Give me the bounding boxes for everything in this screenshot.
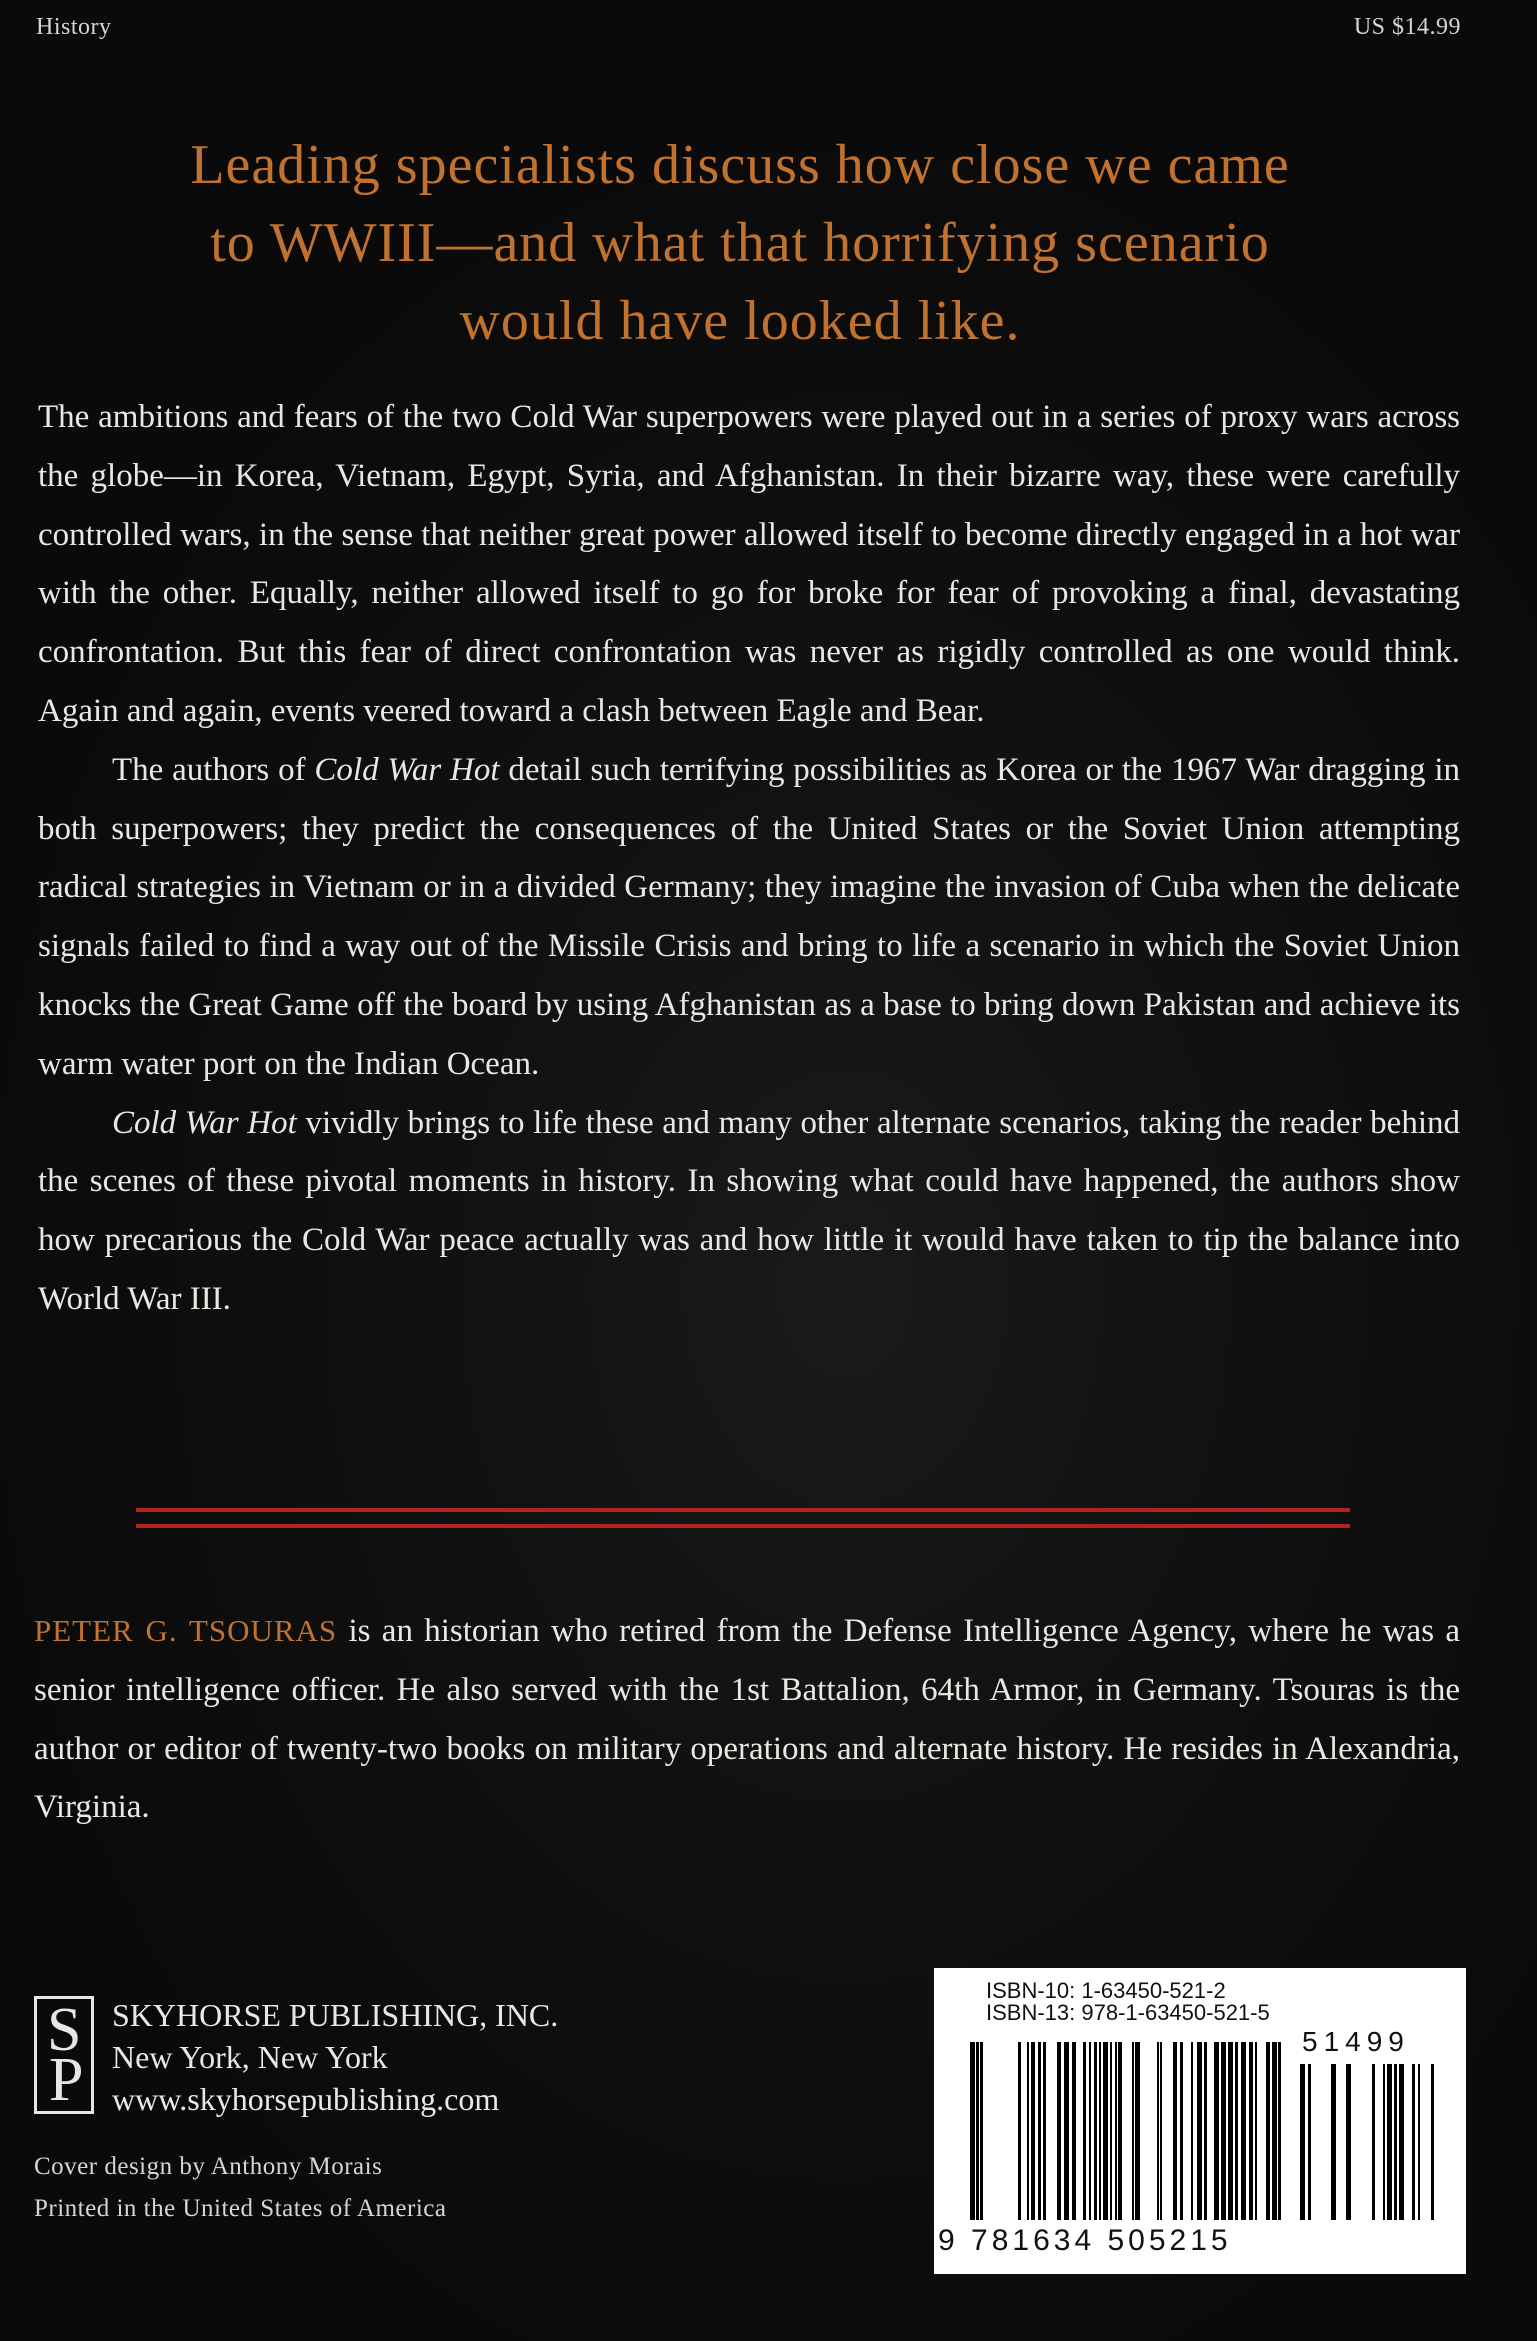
publisher-logo xyxy=(34,1996,94,2114)
credits xyxy=(34,2146,446,2230)
price-code: 51499 xyxy=(1302,2026,1410,2057)
description-paragraph-1: The ambitions and fears of the two Cold War superpowers were played out in a series of proxy wars across the globe—in Korea, Vietnam, Egypt, Syria, and Afghanistan. In their bizarre way, these were carefully controlled wars, in the sense that neither great power allowed itself to become directly engaged in a hot war with the other. Equally, neither allowed itself to go for broke for fear of provoking a final, devastating confrontation. But this fear of direct confrontation was never as rigidly controlled as one would think. Again and again, events veered toward a clash between Eagle and Bear. xyxy=(38,399,1460,729)
headline-line-1: Leading specialists discuss how close we came xyxy=(190,134,1290,196)
printed-in-credit: Printed in the United States of America xyxy=(34,2195,447,2222)
book-title: Cold War Hot xyxy=(314,751,500,788)
description-paragraph-2 xyxy=(38,741,1460,1094)
publisher-city: New York, New York xyxy=(112,2039,388,2075)
barcode-panel xyxy=(934,1968,1466,2274)
isbn-13: ISBN-13: 978-1-63450-521-5 xyxy=(986,2000,1270,2025)
author-name: PETER G. TSOURAS xyxy=(34,1613,338,1648)
headline-line-2: to WWIII—and what that horrifying scenario xyxy=(210,212,1270,274)
headline-line-3: would have looked like. xyxy=(459,290,1021,352)
author-bio xyxy=(34,1602,1460,1837)
isbn-10: ISBN-10: 1-63450-521-2 xyxy=(986,1978,1226,2003)
publisher-website: www.skyhorsepublishing.com xyxy=(112,2081,500,2117)
publisher-info xyxy=(112,1994,558,2120)
divider-rule-top xyxy=(136,1508,1350,1512)
book-title: Cold War Hot xyxy=(112,1104,297,1141)
p3-rest: vividly brings to life these and many other alternate scenarios, taking the reader behind the scenes of these pivotal moments in history. In showing what could have happened, the authors show how precarious the Cold War peace actually was and how little it would have taken to tip the balance into World War III. xyxy=(38,1104,1460,1317)
headline xyxy=(80,126,1400,360)
description xyxy=(38,388,1460,1329)
ean-digits: 9 781634 505215 xyxy=(938,2224,1232,2257)
category-label: History xyxy=(36,14,112,40)
description-paragraph-3 xyxy=(38,1094,1460,1329)
price-label: US $14.99 xyxy=(1353,14,1461,40)
divider-rule-bottom xyxy=(136,1524,1350,1528)
price-bars xyxy=(1300,2064,1434,2220)
p2-lead: The authors of xyxy=(112,751,315,788)
publisher-name: SKYHORSE PUBLISHING, INC. xyxy=(112,1997,559,2033)
logo-letter-s: S xyxy=(47,1996,82,2064)
author-bio-text: is an historian who retired from the Defense Intelligence Agency, where he was a senior intelligence officer. He also served with the 1st Battalion, 64th Armor, in Germany. Tsouras is the author or editor of twenty-two books on military operations and alternate history. He resides in Alexandria, Virginia. xyxy=(34,1613,1460,1826)
cover-design-credit: Cover design by Anthony Morais xyxy=(34,2153,383,2180)
logo-letter-p: P xyxy=(49,2046,84,2114)
p2-rest: detail such terrifying possibilities as Korea or the 1967 War dragging in both superpowers; they predict the consequences of the United States or the Soviet Union attempting radical strategies in Vietnam or in a divided Germany; they imagine the invasion of Cuba when the delicate signals failed to find a way out of the Missile Crisis and bring to life a scenario in which the Soviet Union knocks the Great Game off the board by using Afghanistan as a base to bring down Pakistan and achieve its warm water port on the Indian Ocean. xyxy=(38,751,1460,1082)
ean-bars xyxy=(970,2042,1281,2220)
